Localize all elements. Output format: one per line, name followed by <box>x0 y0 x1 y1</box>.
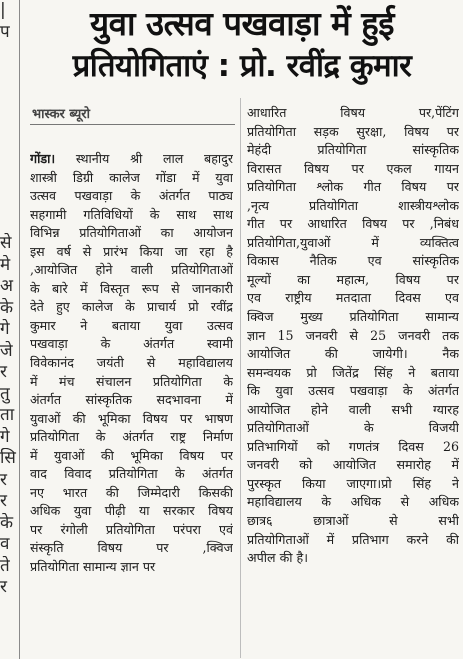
article-line: संस्कृति विषय पर ,क्विज <box>30 540 233 556</box>
fragment-char: ते <box>0 555 10 576</box>
article-line: प्रतियोगिताओं के विजयी <box>247 420 459 436</box>
fragment-char: प <box>0 21 10 42</box>
article-headline <box>22 2 462 86</box>
fragment-char: के <box>0 512 14 533</box>
fragment-char: के <box>0 297 14 318</box>
fragment-char: सि <box>0 448 16 468</box>
article-line: मेहंदी प्रतियोगिता सांस्कृतिक <box>247 142 459 158</box>
fragment-char: र <box>0 469 7 490</box>
article-column-1 <box>30 150 233 577</box>
fragment-char: जे <box>0 340 13 361</box>
article-line: अंतर्गत सांस्कृतिक सदभावना में <box>30 392 233 408</box>
article-line: ज्ञान 15 जनवरी से 25 जनवरी तक <box>247 327 459 343</box>
article-line: प्रतियोगिताओं में प्रतिभाग करने की <box>247 531 459 547</box>
article-line: गीत पर आधारित विषय पर ,निबंध <box>247 216 459 232</box>
article-line: महाविद्यालय के अधिक से अधिक <box>247 494 459 510</box>
article-line: मूल्यों का महात्म, विषय पर <box>247 271 459 287</box>
article-line: प्रतिभागियों को गणतंत्र दिवस 26 <box>247 438 459 454</box>
article-line: में मंच संचालन प्रतियोगिता के <box>30 373 233 389</box>
byline-rule <box>30 124 235 125</box>
fragment-char: र <box>0 491 7 511</box>
article-line: क्विज मुख्य प्रतियोगिता सामान्य <box>247 309 459 325</box>
article-line: देते हुए कालेज के प्राचार्य प्रो रवींद्र <box>30 299 233 315</box>
article-line: एव राष्ट्रीय मतदाता दिवस एव <box>247 290 459 306</box>
article-line: विकास नैतिक एव सांस्कृतिक <box>247 253 459 269</box>
headline-line-2: प्रतियोगिताएं : प्रो. रवींद्र कुमार <box>72 48 412 84</box>
article-text: स्थानीय श्री लाल बहादुर <box>55 151 233 166</box>
article-line: प्रतियोगिता,युवाओं में व्यक्तित्व <box>247 234 459 250</box>
article-line: प्रतियोगिता सामान्य ज्ञान पर <box>30 559 156 575</box>
article-line: समन्वयक प्रो जितेंद्र सिंह ने बताया <box>247 364 459 380</box>
article-line: नए भारत की जिम्मेदारी किसकी <box>30 484 233 500</box>
article-line: जनवरी को आयोजित समारोह में <box>247 457 459 473</box>
article-line: कि युवा उत्सव पखवाड़ा के अंतर्गत <box>247 383 459 399</box>
article-column-2 <box>247 104 459 568</box>
fragment-char: तु <box>0 383 10 404</box>
article-line: छात्र६ छात्राओं से सभी <box>247 513 459 529</box>
fragment-char: व <box>0 534 10 554</box>
article-line: में युवाओं की भूमिका विषय पर <box>30 447 233 463</box>
article-line: उत्सव पखवाड़ा के अंतर्गत पाठ्य <box>30 188 233 204</box>
fragment-char: ता <box>0 405 15 425</box>
byline: भास्कर ब्यूरो <box>32 107 90 122</box>
article-line: आयोजित होने वाली सभी ग्यारह <box>247 401 459 417</box>
fragment-char: मे <box>0 254 11 275</box>
dateline: गोंडा। <box>30 151 56 166</box>
article-line: आयोजित की जायेगी। नैक <box>247 346 459 362</box>
article-line <box>30 150 233 169</box>
fragment-char: र <box>0 577 7 597</box>
fragment-char: गे <box>0 319 10 339</box>
article-line: आधारित विषय पर,पेंटिंग <box>247 105 459 120</box>
article-line: सहगामी गतिविधियों के साथ साथ <box>30 206 233 222</box>
article-line: कुमार ने बताया युवा उत्सव <box>30 317 233 333</box>
headline-line-1: युवा उत्सव पखवाड़ा में हुई <box>90 4 394 43</box>
article-line: वाद विवाद प्रतियोगिता के अंतर्गत <box>30 466 233 482</box>
fragment-char: र <box>0 362 7 382</box>
article-line: अधिक युवा पीढ़ी या सरकार विषय <box>30 503 233 519</box>
article-line: पुरस्कृत किया जाएगा।प्रो सिंह ने <box>247 475 459 491</box>
article-line: अपील की है। <box>247 550 308 566</box>
adjacent-article-fragment <box>0 0 18 659</box>
article-line: पर रंगोली प्रतियोगिता परंपरा एवं <box>30 521 233 537</box>
article-line: इस वर्ष से प्रारंभ किया जा रहा है <box>30 243 233 259</box>
article-line: प्रतियोगिता श्लोक गीत विषय पर <box>247 179 459 195</box>
column-divider-left <box>19 0 20 659</box>
article-line: शास्त्री डिग्री कालेज गोंडा में युवा <box>30 169 233 185</box>
article-line: प्रतियोगिता सड़क सुरक्षा, विषय पर <box>247 123 459 139</box>
article-line: प्रतियोगिता के अंतर्गत राष्ट्र निर्माण <box>30 429 233 445</box>
column-divider <box>240 98 241 658</box>
article-line: के बारे में विस्तृत रूप से जानकारी <box>30 280 233 296</box>
article-line: युवाओं की भूमिका विषय पर भाषण <box>30 410 233 426</box>
fragment-char: अ <box>0 276 13 296</box>
article-line: ,नृत्य प्रतियोगिता शास्त्रीयश्लोक <box>247 197 459 213</box>
article-line: विवेकानंद जयंती से महाविद्यालय <box>30 355 233 371</box>
article-line: विरासत विषय पर एकल गायन <box>247 160 459 176</box>
fragment-char: गे <box>0 426 10 447</box>
fragment-char: से <box>0 233 12 253</box>
article-line: पखवाड़ा के अंतर्गत स्वामी <box>30 336 233 352</box>
article-line: विभिन्न प्रतियोगिताओं का आयोजन <box>30 225 233 241</box>
fragment-char: | <box>0 0 6 20</box>
article-line: ,आयोजित होने वाली प्रतियोगिताओं <box>30 262 233 278</box>
